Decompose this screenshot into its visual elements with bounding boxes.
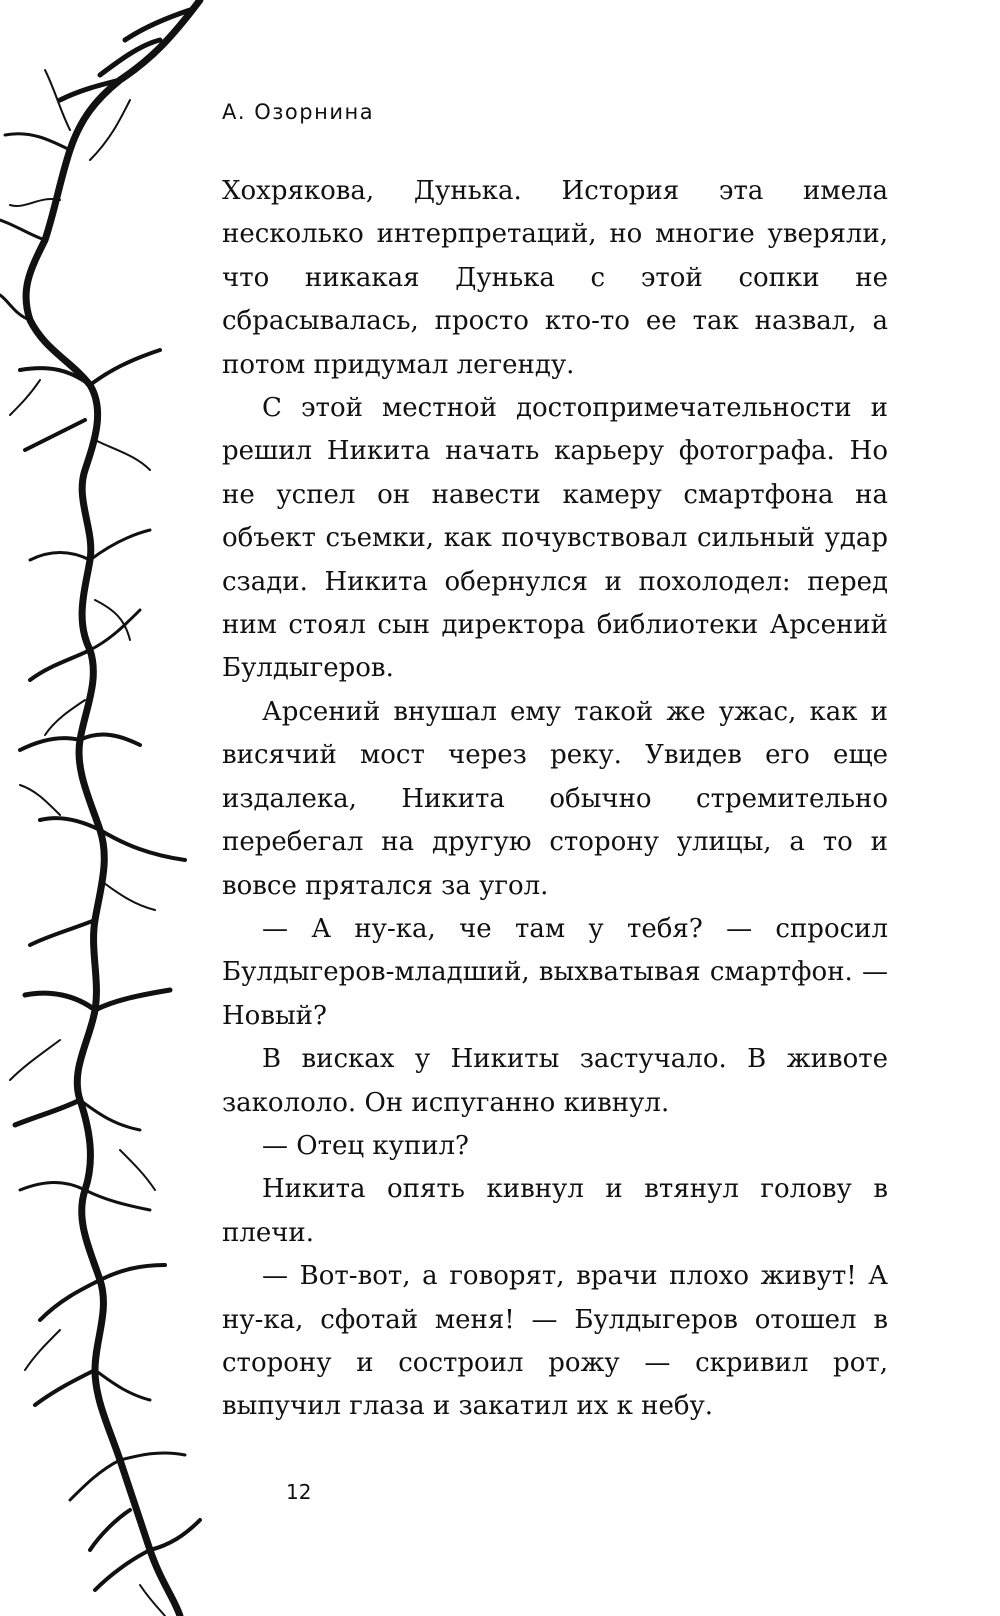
thorn-vine-icon <box>0 0 210 1616</box>
paragraph: — Отец купил? <box>262 1130 469 1161</box>
body-text <box>222 170 888 1429</box>
paragraph: — Вот-вот, а говорят, врачи плохо живут! А ну-ка, сфотай меня! — Булдыгеров отошел в сторону и состроил рожу — скривил рот, выпучил глаза и закатил их к небу. <box>222 1261 888 1422</box>
paragraph: Никита опять кивнул и втянул голову в плечи. <box>222 1174 888 1248</box>
paragraph: Хохрякова, Дунька. История эта имела несколько интерпретаций, но многие уверяли, что никакая Дунька с этой сопки не сбрасывалась, просто кто-то ее так назвал, а потом придумал легенду. <box>222 176 888 380</box>
paragraph: Арсений внушал ему такой же ужас, как и висячий мост через реку. Увидев его еще издалека, Никита обычно стремительно перебегал на другую сторону улицы, а то и вовсе прятался за угол. <box>222 696 888 901</box>
page-number: 12 <box>286 1480 312 1504</box>
paragraph: В висках у Никиты застучало. В животе закололо. Он испуганно кивнул. <box>222 1044 888 1118</box>
paragraph: С этой местной достопримечательности и решил Никита начать карьеру фотографа. Но не успел он навести камеру смартфона на объект съемки, как почувствовал сильный удар сзади. Никита обернулся и похолодел: перед ним стоял сын директора библиотеки Арсений Булдыгеров. <box>222 393 888 684</box>
paragraph: — А ну-ка, че там у тебя? — спросил Булдыгеров-младший, выхватывая смартфон. — Новый? <box>222 913 888 1031</box>
running-head: А. Озорнина <box>222 100 375 124</box>
